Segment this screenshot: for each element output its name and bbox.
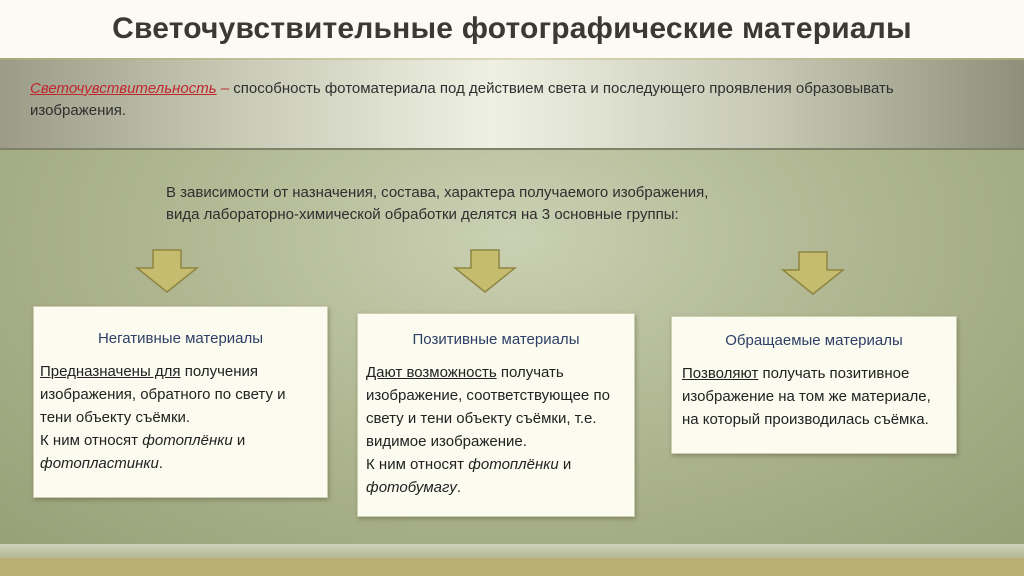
card-end: . xyxy=(456,479,462,496)
card-lead: Предназначены для xyxy=(40,363,181,380)
card-refer-prefix: К ним относят xyxy=(366,456,469,473)
down-arrow-icon xyxy=(781,250,845,296)
card-lead: Дают возможность xyxy=(366,364,497,381)
definition-dash: – xyxy=(216,80,234,97)
card-text: получать изображение, соответствующее по свету и тени объекту съёмки, т.е. видимое изображение. xyxy=(366,364,610,450)
card-heading: Позитивные материалы xyxy=(412,331,580,348)
card-item-1: фотоплёнки xyxy=(468,456,559,473)
card-heading: Обращаемые материалы xyxy=(725,332,903,349)
intro-text xyxy=(166,182,866,226)
card-body xyxy=(672,362,956,431)
card-item-1: фотоплёнки xyxy=(142,432,233,449)
intro-line-1: В зависимости от назначения, состава, характера получаемого изображения, xyxy=(166,184,709,201)
card-body xyxy=(358,361,634,499)
down-arrow-icon xyxy=(135,248,199,294)
card-negative-materials xyxy=(33,306,328,498)
footer-bar xyxy=(0,558,1024,576)
card-end: . xyxy=(158,455,163,472)
footer-stripe xyxy=(0,544,1024,558)
definition-text xyxy=(30,78,990,122)
card-text: получения изображения, обратного по свету и тени объекту съёмки. xyxy=(40,363,286,426)
card-lead: Позволяют xyxy=(682,365,759,382)
definition-body: способность фотоматериала под действием света и последующего проявления образовывать изображения. xyxy=(30,80,894,119)
card-item-2: фотобумагу xyxy=(366,479,457,496)
card-body xyxy=(34,360,327,475)
definition-term: Светочувствительность xyxy=(30,80,217,97)
card-text: получать позитивное изображение на том же материале, на который производилась съёмка. xyxy=(682,365,931,428)
intro-line-2: вида лабораторно-химической обработки делятся на 3 основные группы: xyxy=(166,206,679,223)
card-refer-prefix: К ним относят xyxy=(40,432,143,449)
card-positive-materials xyxy=(357,313,635,517)
card-item-2: фотопластинки xyxy=(40,455,159,472)
card-conj: и xyxy=(558,456,572,473)
card-heading: Негативные материалы xyxy=(97,330,264,347)
card-reversal-materials xyxy=(671,316,957,454)
card-conj: и xyxy=(232,432,246,449)
down-arrow-icon xyxy=(453,248,517,294)
slide-title: Светочувствительные фотографические материалы xyxy=(112,12,912,45)
